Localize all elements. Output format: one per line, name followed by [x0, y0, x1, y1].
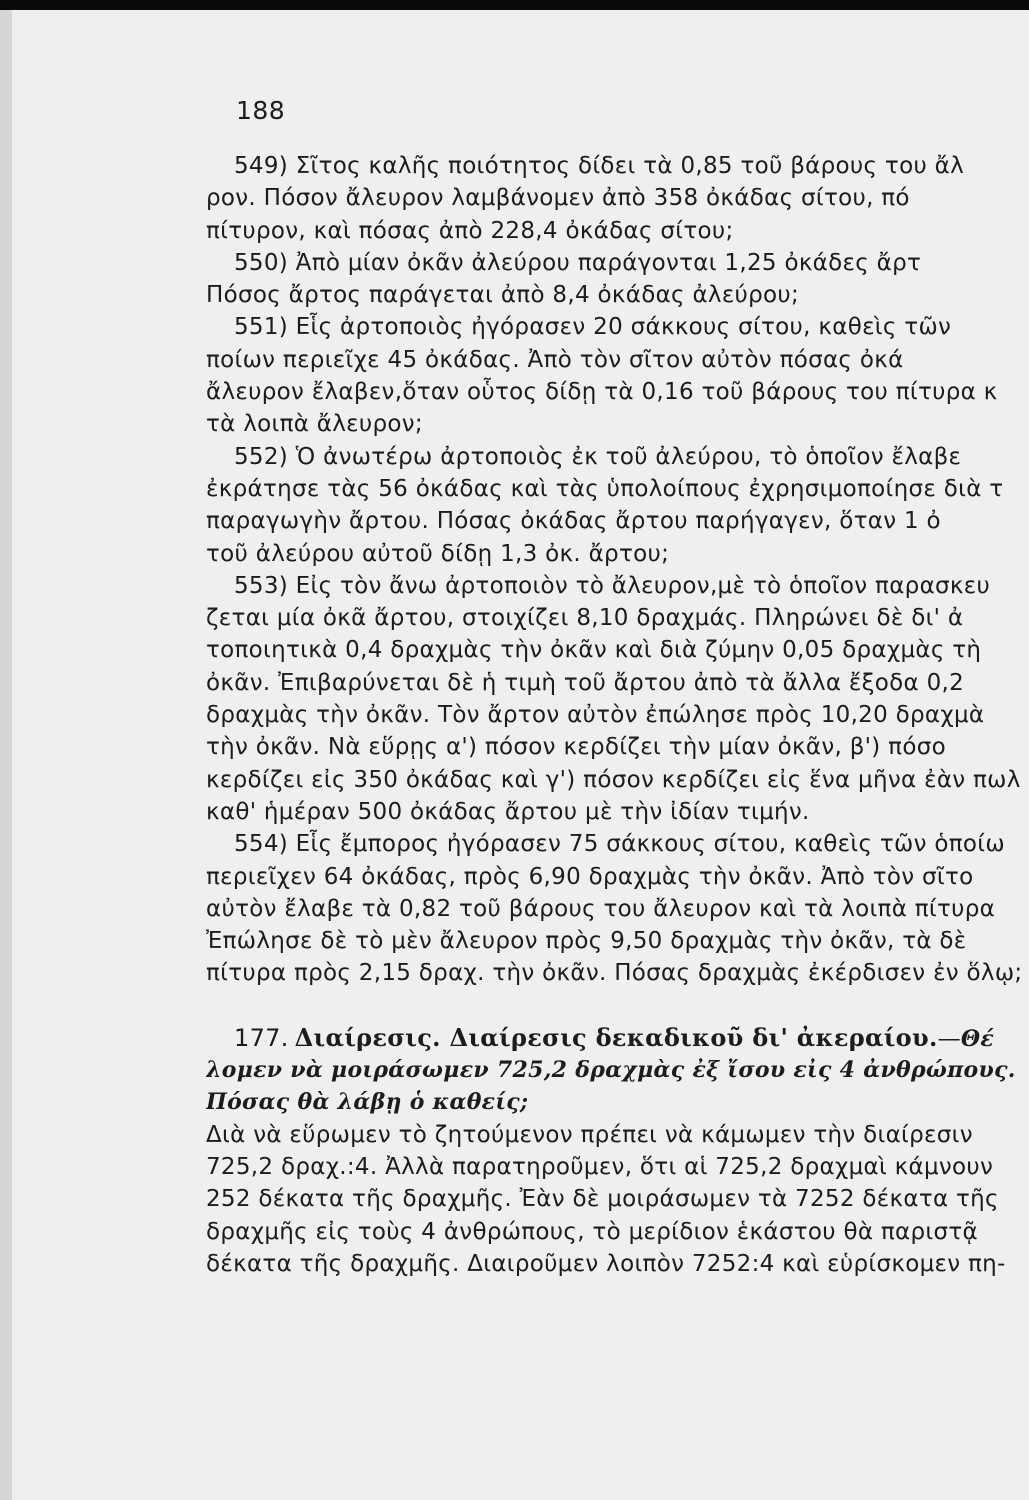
- section-number: 177.: [234, 1023, 289, 1052]
- problem-551: [206, 311, 1026, 440]
- text-line: τοποιητικὰ 0,4 δραχμὰς τὴν ὀκᾶν καὶ διὰ ζύμην 0,05 δραχμὰς τὴ: [206, 637, 982, 664]
- section-heading: [206, 1022, 1026, 1054]
- problem-549: [206, 150, 1026, 247]
- text-line: 551) Εἷς ἀρτοποιὸς ἠγόρασεν 20 σάκκους σίτου, καθεὶς τῶν: [234, 314, 952, 341]
- text-line: κερδίζει εἰς 350 ὀκάδας καὶ γ') πόσον κερδίζει εἰς ἕνα μῆνα ἐὰν πωλ: [206, 766, 1021, 793]
- section-dash: —: [937, 1025, 961, 1052]
- text-line: 553) Εἰς τὸν ἄνω ἀρτοποιὸν τὸ ἄλευρον,μὲ τὸ ὁποῖον παρασκευ: [234, 572, 991, 599]
- text-line: πίτυρον, καὶ πόσας ἀπὸ 228,4 ὀκάδας σίτου;: [206, 217, 734, 244]
- problem-552: [206, 441, 1026, 570]
- page-left-margin: [0, 10, 12, 1500]
- text-line: ἐκράτησε τὰς 56 ὀκάδας καὶ τὰς ὑπολοίπους ἐχρησιμοποίησε διὰ τ: [206, 475, 1004, 502]
- section-177: [206, 1022, 1026, 1280]
- text-line: ὀκᾶν. Ἐπιβαρύνεται δὲ ἡ τιμὴ τοῦ ἄρτου ἀπὸ τὰ ἄλλα ἔξοδα 0,2: [206, 669, 965, 696]
- text-line: τὰ λοιπὰ ἄλευρον;: [206, 411, 423, 438]
- scan-top-border: [0, 0, 1029, 10]
- text-line: περιεῖχεν 64 ὀκάδας, πρὸς 6,90 δραχμὰς τὴν ὀκᾶν. Ἀπὸ τὸν σῖτο: [206, 863, 974, 890]
- section-spacer: [206, 990, 1026, 1022]
- section-title: Διαίρεσις. Διαίρεσις δεκαδικοῦ δι' ἀκεραίου.: [294, 1022, 938, 1052]
- text-line: πίτυρα πρὸς 2,15 δραχ. τὴν ὀκᾶν. Πόσας δραχμὰς ἐκέρδισεν ἐν ὅλῳ;: [206, 960, 1023, 987]
- page-body: [206, 150, 1026, 1280]
- page-number: 188: [236, 96, 286, 125]
- section-question-line: Πόσας θὰ λάβῃ ὁ καθείς;: [206, 1089, 529, 1116]
- text-line: 554) Εἷς ἔμπορος ἠγόρασεν 75 σάκκους σίτου, καθεὶς τῶν ὁποίω: [234, 831, 1005, 858]
- text-line: τὴν ὀκᾶν. Νὰ εὕρῃς α') πόσον κερδίζει τὴν μίαν ὀκᾶν, β') πόσο: [206, 734, 946, 761]
- problem-550: [206, 247, 1026, 312]
- section-body-line: δραχμῆς εἰς τοὺς 4 ἀνθρώπους, τὸ μερίδιον ἑκάστου θὰ παριστᾷ: [206, 1218, 978, 1245]
- section-body-line: Διὰ νὰ εὕρωμεν τὸ ζητούμενον πρέπει νὰ κάμωμεν τὴν διαίρεσιν: [206, 1121, 973, 1148]
- text-line: ποίων περιεῖχε 45 ὀκάδας. Ἀπὸ τὸν σῖτον αὐτὸν πόσας ὀκά: [206, 346, 904, 373]
- text-line: Πόσος ἄρτος παράγεται ἀπὸ 8,4 ὀκάδας ἀλεύρου;: [206, 282, 800, 309]
- text-line: αὐτὸν ἔλαβε τὰ 0,82 τοῦ βάρους του ἄλευρον καὶ τὰ λοιπὰ πίτυρα: [206, 895, 996, 922]
- problem-554: [206, 828, 1026, 989]
- text-line: παραγωγὴν ἄρτου. Πόσας ὀκάδας ἄρτου παρήγαγεν, ὅταν 1 ὀ: [206, 508, 941, 535]
- text-line: 552) Ὁ ἀνωτέρω ἀρτοποιὸς ἐκ τοῦ ἀλεύρου, τὸ ὁποῖον ἔλαβε: [234, 443, 962, 470]
- problem-553: [206, 570, 1026, 828]
- section-body-line: 725,2 δραχ.:4. Ἀλλὰ παρατηροῦμεν, ὅτι αἱ 725,2 δραχμαὶ κάμνουν: [206, 1153, 994, 1180]
- section-body-line: δέκατα τῆς δραχμῆς. Διαιροῦμεν λοιπὸν 7252:4 καὶ εὑρίσκομεν πη-: [206, 1250, 1006, 1277]
- text-line: ρον. Πόσον ἄλευρον λαμβάνομεν ἀπὸ 358 ὀκάδας σίτου, πό: [206, 185, 910, 212]
- section-question-line: λομεν νὰ μοιράσωμεν 725,2 δραχμὰς ἐξ ἴσου εἰς 4 ἀνθρώπους.: [206, 1057, 1016, 1084]
- text-line: Ἐπώλησε δὲ τὸ μὲν ἄλευρον πρὸς 9,50 δραχμὰς τὴν ὀκᾶν, τὰ δὲ: [206, 928, 967, 955]
- section-question-start: Θέ: [960, 1025, 995, 1052]
- text-line: τοῦ ἀλεύρου αὐτοῦ δίδῃ 1,3 ὀκ. ἄρτου;: [206, 540, 670, 567]
- text-line: 549) Σῖτος καλῆς ποιότητος δίδει τὰ 0,85 τοῦ βάρους του ἄλ: [234, 153, 965, 179]
- text-line: 550) Ἀπὸ μίαν ὀκᾶν ἀλεύρου παράγονται 1,25 ὀκάδες ἄρτ: [234, 249, 922, 276]
- text-line: ζεται μία ὀκᾶ ἄρτου, στοιχίζει 8,10 δραχμάς. Πληρώνει δὲ δι' ἀ: [206, 605, 964, 632]
- section-body-line: 252 δέκατα τῆς δραχμῆς. Ἐὰν δὲ μοιράσωμεν τὰ 7252 δέκατα τῆς: [206, 1186, 999, 1213]
- text-line: καθ' ἡμέραν 500 ὀκάδας ἄρτου μὲ τὴν ἰδίαν τιμήν.: [206, 798, 810, 825]
- text-line: δραχμὰς τὴν ὀκᾶν. Τὸν ἄρτον αὐτὸν ἐπώλησε πρὸς 10,20 δραχμὰ: [206, 702, 985, 729]
- text-line: ἄλευρον ἔλαβεν,ὅταν οὗτος δίδῃ τὰ 0,16 τοῦ βάρους του πίτυρα κ: [206, 379, 998, 406]
